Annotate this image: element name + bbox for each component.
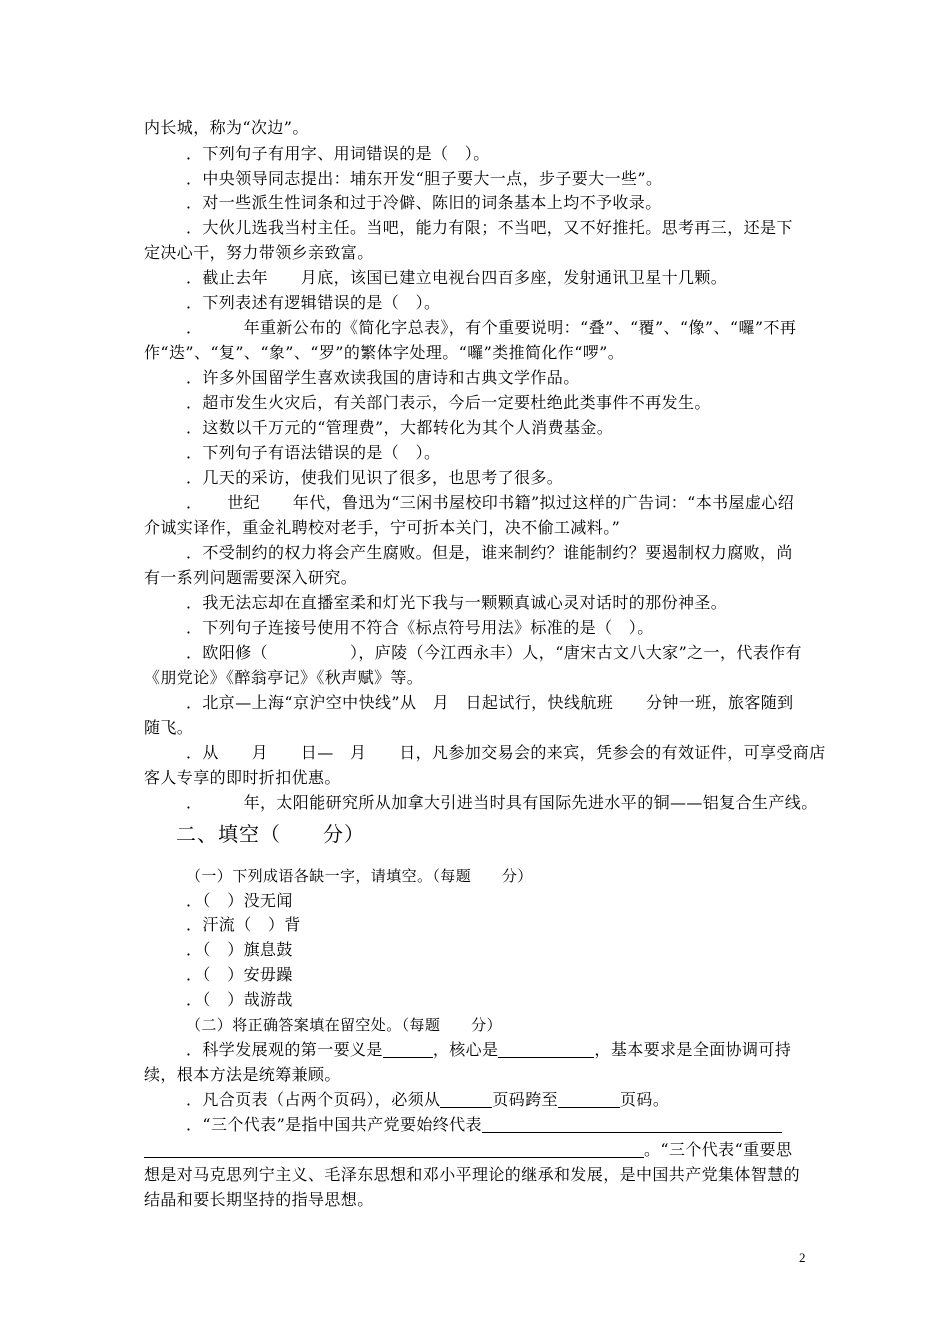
option-line: ．中央领导同志提出：埔东开发“胆子要大一点，步子要大一些”。	[186, 169, 663, 188]
fill-question-continuation	[144, 1140, 792, 1160]
text-line: 内长城，称为“次边”。	[144, 118, 309, 137]
question-line: ．下列表述有逻辑错误的是（ ）。	[186, 293, 441, 312]
question-line: ．下列句子有语法错误的是（ ）。	[186, 443, 441, 462]
answer-blank	[383, 1041, 433, 1058]
idiom-item: ．（ ）安毋躁	[186, 965, 293, 984]
option-line: ． 年重新公布的《简化字总表》，有个重要说明：“叠”、“覆”、“像”、“囉”不再	[186, 318, 797, 337]
option-line: ． 年，太阳能研究所从加拿大引进当时具有国际先进水平的铜——铝复合生产线。	[186, 793, 818, 812]
answer-blank	[558, 1091, 620, 1108]
option-continuation: 有一系列问题需要深入研究。	[144, 568, 358, 587]
option-line: ． 世纪 年代，鲁迅为“三闲书屋校印书籍”拟过这样的广告词：“本书屋虚心绍	[186, 493, 795, 512]
page-number: 2	[799, 1250, 806, 1265]
option-continuation: 定决心干，努力带领乡亲致富。	[144, 243, 374, 262]
option-line: ．不受制约的权力将会产生腐败。但是，谁来制约？谁能制约？要遏制权力腐败，尚	[186, 543, 793, 562]
section-heading: 二、填空（ 分）	[176, 822, 365, 846]
option-line: ．这数以千万元的“管理费”，大都转化为其个人消费基金。	[186, 418, 614, 437]
answer-blank	[482, 1116, 782, 1133]
question-text: 。“三个代表“重要思	[644, 1140, 793, 1159]
fill-question	[186, 1115, 782, 1135]
option-line: ．我无法忘却在直播室柔和灯光下我与一颗颗真诚心灵对话时的那份神圣。	[186, 593, 728, 612]
option-line: ．几天的采访，使我们见识了很多，也思考了很多。	[186, 468, 564, 487]
subsection-title: （一）下列成语各缺一字，请填空。（每题 分）	[186, 867, 533, 885]
question-line: ．下列句子连接号使用不符合《标点符号用法》标准的是（ ）。	[186, 618, 654, 637]
option-continuation: 介诚实译作，重金礼聘校对老手，宁可折本关门，决不偷工减料。”	[144, 518, 621, 537]
fill-question	[186, 1040, 791, 1060]
option-continuation: 客人专享的即时折扣优惠。	[144, 768, 341, 787]
option-line: ．欧阳修（ ），庐陵（今江西永丰）人，“唐宋古文八大家”之一，代表作有	[186, 643, 802, 662]
question-text: ．“三个代表”是指中国共产党要始终代表	[186, 1115, 482, 1134]
option-line: ．超市发生火灾后，有关部门表示，今后一定要杜绝此类事件不再发生。	[186, 393, 711, 412]
fill-question-continuation: 想是对马克思列宁主义、毛泽东思想和邓小平理论的继承和发展，是中国共产党集体智慧的	[144, 1165, 801, 1184]
question-line: ．下列句子有用字、用词错误的是（ ）。	[186, 144, 490, 163]
idiom-item: ．（ ）旗息鼓	[186, 940, 293, 959]
question-text: 页码跨至	[492, 1090, 559, 1109]
option-line: ．对一些派生性词条和过于冷僻、陈旧的词条基本上均不予收录。	[186, 193, 662, 212]
option-line: ．截止去年 月底，该国已建立电视台四百多座，发射通讯卫星十几颗。	[186, 268, 728, 287]
option-line: ．许多外国留学生喜欢读我国的唐诗和古典文学作品。	[186, 368, 580, 387]
idiom-item: ．（ ）没无闻	[186, 891, 293, 910]
fill-question-continuation: 结晶和要长期坚持的指导思想。	[144, 1190, 374, 1209]
answer-blank	[498, 1041, 594, 1058]
question-text: 页码。	[620, 1090, 670, 1109]
option-line: ．从 月 日— 月 日，凡参加交易会的来宾，凭参会的有效证件，可享受商店	[186, 743, 826, 762]
answer-blank	[440, 1091, 492, 1108]
answer-blank	[144, 1141, 644, 1158]
option-continuation: 随飞。	[144, 718, 194, 737]
question-text: ，基本要求是全面协调可持	[594, 1040, 792, 1059]
idiom-item: ．（ ）哉游哉	[186, 990, 293, 1009]
question-text: ．凡合页表（占两个页码），必须从	[186, 1090, 441, 1109]
question-text: ，核心是	[432, 1040, 499, 1059]
question-text: ．科学发展观的第一要义是	[186, 1040, 383, 1059]
fill-question-continuation: 续，根本方法是统筹兼顾。	[144, 1065, 341, 1084]
subsection-title: （二）将正确答案填在留空处。（每题 分）	[186, 1016, 502, 1034]
option-continuation: 《朋党论》《醉翁亭记》《秋声赋》等。	[144, 668, 424, 687]
option-line: ．大伙儿选我当村主任。当吧，能力有限；不当吧，又不好推托。思考再三，还是下	[186, 218, 793, 237]
fill-question	[186, 1090, 669, 1110]
idiom-item: ．汗流（ ）背	[186, 915, 301, 934]
option-line: ．北京—上海“京沪空中快线”从 月 日起试行，快线航班 分钟一班，旅客随到	[186, 693, 794, 712]
option-continuation: 作“迭”、“复”、“象”、“罗”的繁体字处理。“囉”类推简化作“啰”。	[144, 343, 625, 362]
